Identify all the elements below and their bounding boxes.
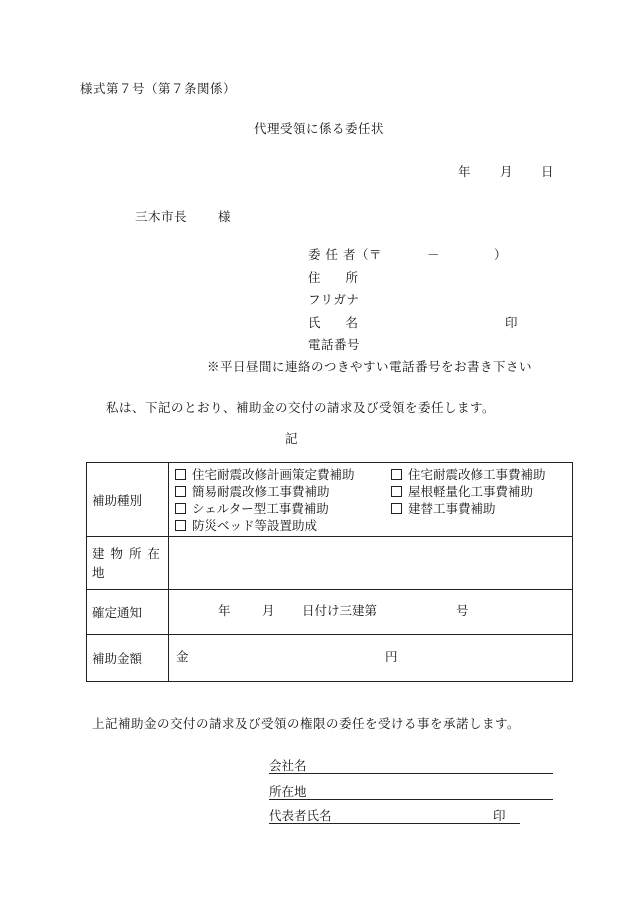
address-label: 住 所: [308, 270, 359, 285]
checkbox-icon[interactable]: [391, 503, 402, 514]
representative-label: 代表者氏名: [269, 808, 332, 823]
delegator-label: 委 任 者（〒: [308, 247, 382, 262]
form-number: 様式第７号（第７条関係）: [80, 81, 237, 96]
furigana-label: フリガナ: [308, 292, 360, 307]
location-field[interactable]: [169, 537, 573, 590]
company-name-line[interactable]: [269, 773, 553, 774]
option-shelter[interactable]: シェルター型工事費補助: [175, 502, 391, 516]
location-label: 建 物 所 在 地: [87, 537, 169, 590]
zip-dash: －: [427, 247, 440, 262]
company-address-line[interactable]: [269, 799, 553, 800]
amount-field[interactable]: [169, 635, 573, 682]
notice-date-text: 日付け三建第: [302, 603, 378, 618]
delegation-statement: 私は、下記のとおり、補助金の交付の請求及び受領を委任します。: [106, 400, 496, 415]
date-year: 年: [458, 164, 471, 179]
ki-heading: 記: [285, 431, 298, 446]
amount-label: 補助金額: [87, 635, 169, 682]
page-title: 代理受領に係る委任状: [254, 121, 385, 136]
amount-suffix: 円: [385, 649, 398, 664]
checkbox-icon[interactable]: [391, 486, 402, 497]
notice-label: 確定通知: [87, 590, 169, 635]
phone-note: ※平日昼間に連絡のつきやすい電話番号をお書き下さい: [207, 359, 533, 374]
option-simple-retrofit[interactable]: 簡易耐震改修工事費補助: [175, 485, 391, 499]
option-disaster-bed[interactable]: 防災ベッド等設置助成: [175, 519, 391, 533]
addressee-name: 三木市長: [135, 209, 188, 224]
checkbox-icon[interactable]: [175, 469, 186, 480]
subsidy-type-label: 補助種別: [87, 463, 169, 537]
addressee-honorific: 様: [218, 209, 231, 224]
subsidy-table: [86, 462, 573, 682]
checkbox-icon[interactable]: [175, 520, 186, 531]
name-label: 氏 名: [308, 315, 359, 330]
subsidy-type-row: [87, 463, 573, 537]
checkbox-icon[interactable]: [175, 486, 186, 497]
subsidy-type-options: [169, 463, 573, 537]
company-name-label: 会社名: [269, 758, 307, 773]
notice-year: 年: [218, 603, 231, 618]
phone-label: 電話番号: [308, 337, 361, 352]
option-plan[interactable]: 住宅耐震改修計画策定費補助: [175, 468, 391, 482]
amount-prefix: 金: [176, 649, 189, 664]
zip-close: ）: [494, 247, 507, 262]
date-day: 日: [541, 164, 554, 179]
amount-row: [87, 635, 573, 682]
notice-row: [87, 590, 573, 635]
location-row: [87, 537, 573, 590]
date-month: 月: [500, 164, 513, 179]
representative-line[interactable]: [269, 823, 520, 824]
delegator-seal: 印: [505, 315, 518, 330]
acceptance-statement: 上記補助金の交付の請求及び受領の権限の委任を受ける事を承諾します。: [92, 716, 521, 731]
company-seal: 印: [493, 808, 506, 823]
notice-number: 号: [456, 603, 469, 618]
checkbox-icon[interactable]: [391, 469, 402, 480]
option-retrofit-work[interactable]: 住宅耐震改修工事費補助: [391, 468, 572, 482]
option-rebuild[interactable]: 建替工事費補助: [391, 502, 572, 516]
company-address-label: 所在地: [269, 784, 307, 799]
notice-field[interactable]: [169, 590, 573, 635]
option-roof-lightening[interactable]: 屋根軽量化工事費補助: [391, 485, 572, 499]
checkbox-icon[interactable]: [175, 503, 186, 514]
notice-month: 月: [262, 603, 275, 618]
